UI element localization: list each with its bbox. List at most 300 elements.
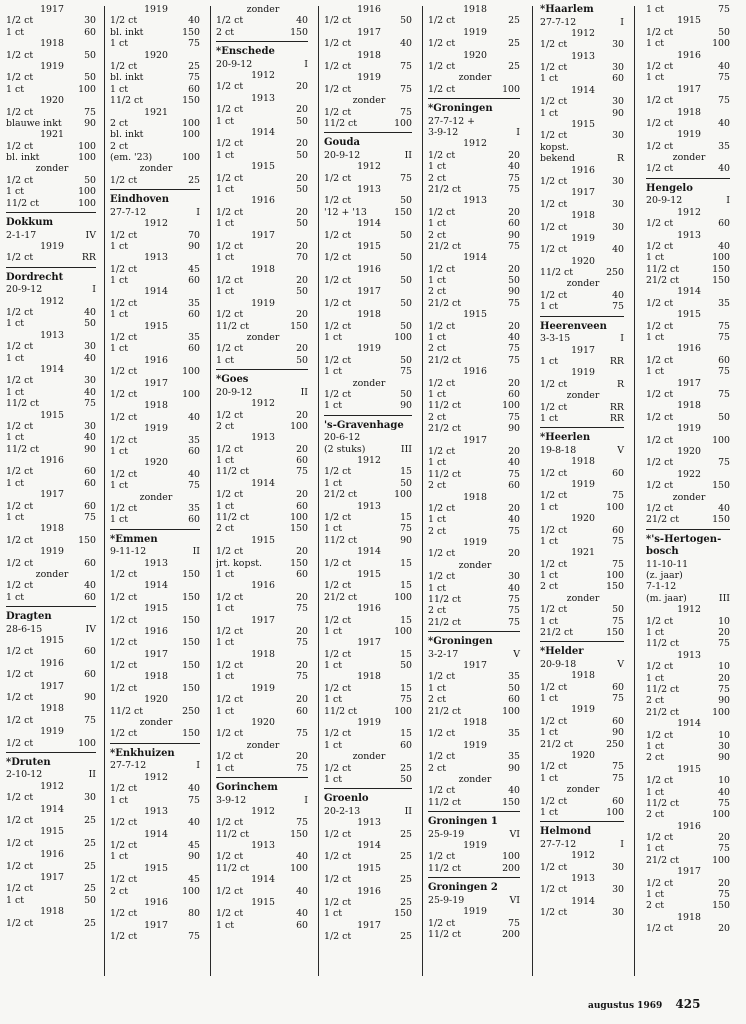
catalog-line	[216, 275, 310, 286]
item-value: 150	[394, 908, 412, 920]
item-value: V	[513, 648, 520, 660]
year-heading	[540, 165, 626, 176]
catalog-line	[428, 264, 522, 275]
item-value: 60	[612, 524, 624, 536]
year-heading	[428, 840, 522, 851]
heading-text: 1916	[357, 885, 381, 897]
catalog-line	[324, 580, 414, 591]
section-divider	[428, 628, 522, 636]
heading-text: 1920	[40, 95, 64, 107]
item-value: I	[196, 760, 200, 772]
item-label: 1/2 ct	[428, 751, 456, 763]
catalog-line	[110, 61, 202, 72]
heading-text: 1914	[144, 828, 168, 840]
item-value: 40	[508, 161, 520, 173]
year-heading	[540, 233, 626, 244]
item-label: 11/2 ct	[324, 705, 358, 717]
town-heading	[110, 748, 202, 761]
catalog-line	[646, 843, 732, 854]
item-value: 75	[718, 683, 730, 695]
item-label: 1/2 ct	[540, 289, 568, 301]
item-label: 1/2 ct	[540, 467, 568, 479]
item-label: 1 ct	[6, 83, 24, 95]
item-value: 75	[296, 603, 308, 615]
item-value: IV	[85, 229, 96, 241]
year-heading	[6, 364, 98, 375]
heading-text: 1917	[357, 286, 381, 298]
item-label: 1 ct	[428, 275, 446, 287]
catalog-line	[216, 286, 310, 297]
item-value: 30	[508, 571, 520, 583]
item-label: 1/2 ct	[324, 682, 352, 694]
heading-text: 1917	[40, 680, 64, 692]
item-label: 1/2 ct	[110, 263, 138, 275]
heading-text: 1919	[463, 840, 487, 852]
catalog-line	[646, 741, 732, 752]
item-label: 1/2 ct	[324, 15, 352, 27]
heading-text: 1914	[251, 874, 275, 886]
item-label: 1 ct	[324, 694, 342, 706]
item-label: 1/2 ct	[216, 275, 244, 287]
year-heading	[428, 717, 522, 728]
catalog-line	[428, 116, 522, 127]
catalog-line	[646, 627, 732, 638]
year-heading	[540, 850, 626, 861]
item-label: 1/2 ct	[110, 728, 138, 740]
catalog-line	[216, 603, 310, 614]
item-label: 1/2 ct	[646, 163, 674, 175]
catalog-line	[110, 366, 202, 377]
catalog-line	[6, 501, 98, 512]
heading-text: 1914	[144, 286, 168, 298]
year-heading	[324, 717, 414, 728]
heading-text: 1917	[144, 377, 168, 389]
heading-text: zonder	[352, 377, 386, 389]
item-label: 27-7-12	[110, 760, 147, 772]
item-label: 1/2 ct	[428, 502, 456, 514]
catalog-line	[428, 469, 522, 480]
item-label: 1/2 ct	[6, 837, 34, 849]
catalog-line	[216, 355, 310, 366]
year-heading	[428, 366, 522, 377]
item-value: 25	[508, 60, 520, 72]
year-heading	[540, 704, 626, 715]
zonder-note	[540, 784, 626, 795]
column-rule	[318, 6, 319, 976]
catalog-line	[110, 343, 202, 354]
year-heading	[540, 28, 626, 39]
zonder-note	[428, 560, 522, 571]
year-heading	[216, 195, 310, 206]
item-label: 1/2 ct	[6, 917, 34, 929]
catalog-line	[6, 478, 98, 489]
item-value: 75	[84, 714, 96, 726]
item-label: 1/2 ct	[646, 411, 674, 423]
catalog-line	[216, 15, 310, 26]
item-value: 50	[400, 297, 412, 309]
year-heading	[324, 4, 414, 15]
item-value: 20	[718, 672, 730, 684]
item-label: 1/2 ct	[428, 571, 456, 583]
catalog-line	[428, 503, 522, 514]
town-heading	[324, 420, 414, 433]
item-value: 100	[290, 420, 308, 432]
heading-text: 1922	[677, 468, 701, 480]
catalog-line	[646, 889, 732, 900]
item-value: 50	[296, 115, 308, 127]
year-heading	[428, 740, 522, 751]
item-label: 1/2 ct	[216, 81, 244, 93]
item-value: I	[196, 206, 200, 218]
item-label: 1/2 ct	[646, 140, 674, 152]
year-heading	[110, 4, 202, 15]
zonder-note	[110, 163, 202, 174]
item-label: 1 ct	[646, 672, 664, 684]
year-heading	[216, 806, 310, 817]
year-heading	[324, 603, 414, 614]
item-value: 150	[182, 591, 200, 603]
item-value: 100	[606, 501, 624, 513]
heading-text: Helmond	[540, 826, 592, 838]
item-value: 100	[78, 152, 96, 164]
catalog-line	[428, 207, 522, 218]
item-value: 50	[400, 354, 412, 366]
catalog-line	[540, 761, 626, 772]
item-label: 1 ct	[540, 73, 558, 85]
catalog-line	[646, 332, 732, 343]
item-label: 1/2 ct	[646, 457, 674, 469]
catalog-line	[646, 241, 732, 252]
catalog-line	[428, 127, 522, 138]
item-label: 1/2 ct	[216, 206, 244, 218]
catalog-line	[428, 929, 522, 940]
year-heading	[428, 537, 522, 548]
year-heading	[324, 886, 414, 897]
item-value: 90	[400, 400, 412, 412]
item-value: III	[718, 592, 730, 604]
item-label: 1/2 ct	[540, 490, 568, 502]
catalog-line	[540, 333, 626, 344]
item-value: 40	[400, 38, 412, 50]
year-heading	[324, 546, 414, 557]
item-label: 1 ct	[324, 332, 342, 344]
catalog-line	[428, 571, 522, 582]
catalog-line	[324, 694, 414, 705]
catalog-line	[110, 412, 202, 423]
item-label: 1 ct	[428, 514, 446, 526]
zonder-note	[110, 717, 202, 728]
heading-text: 1920	[144, 694, 168, 706]
item-value: 45	[188, 874, 200, 886]
item-label: 25-9-19	[428, 894, 465, 906]
item-value: 75	[508, 240, 520, 252]
item-value: 40	[508, 785, 520, 797]
zonder-note	[216, 332, 310, 343]
catalog-line	[110, 760, 202, 771]
catalog-line	[324, 535, 414, 546]
year-heading	[6, 826, 98, 837]
year-heading	[110, 829, 202, 840]
item-value: 15	[400, 512, 412, 524]
town-heading	[540, 826, 626, 839]
item-label: 1 ct	[110, 309, 128, 321]
town-heading	[540, 432, 626, 445]
catalog-line	[646, 321, 732, 332]
zonder-note	[646, 492, 732, 503]
year-heading	[216, 649, 310, 660]
heading-text: 1913	[251, 432, 275, 444]
item-value: 25	[400, 897, 412, 909]
heading-text: 1913	[251, 840, 275, 852]
item-label: 1/2 ct	[646, 117, 674, 129]
footer-date: augustus 1969	[588, 1001, 663, 1011]
item-label: 20-6-12	[324, 432, 361, 444]
year-heading	[216, 535, 310, 546]
zonder-note	[646, 152, 732, 163]
item-label: 1 ct	[216, 671, 234, 683]
catalog-line	[646, 264, 732, 275]
heading-text: 1916	[251, 195, 275, 207]
catalog-line	[216, 626, 310, 637]
item-value: 150	[182, 728, 200, 740]
item-value: 40	[718, 240, 730, 252]
item-label: 1/2 ct	[6, 737, 34, 749]
catalog-line	[324, 275, 414, 286]
item-label: 1/2 ct	[428, 83, 456, 95]
item-label: 21/2 ct	[428, 240, 462, 252]
catalog-line	[428, 150, 522, 161]
catalog-line	[216, 410, 310, 421]
item-value: 40	[718, 117, 730, 129]
catalog-line	[216, 309, 310, 320]
item-value: 40	[188, 411, 200, 423]
heading-text: 1916	[144, 354, 168, 366]
zonder-note	[324, 95, 414, 106]
item-label: 1/2 ct	[216, 409, 244, 421]
catalog-line	[646, 252, 732, 263]
item-value: 75	[400, 172, 412, 184]
item-label: 27-7-12	[540, 16, 577, 28]
catalog-line	[428, 683, 522, 694]
item-value: 15	[400, 682, 412, 694]
item-label: 11/2 ct	[216, 320, 250, 332]
item-value: 25	[400, 851, 412, 863]
item-label: 1 ct	[6, 894, 24, 906]
item-value: 25	[400, 828, 412, 840]
item-label: 1 ct	[324, 739, 342, 751]
catalog-line	[428, 343, 522, 354]
item-value: I	[620, 333, 624, 345]
item-label: 1/2 ct	[6, 252, 34, 264]
catalog-line	[428, 895, 522, 906]
item-label: 11/2 ct	[110, 95, 144, 107]
item-label: 1 ct	[324, 660, 342, 672]
heading-text: 1912	[677, 206, 701, 218]
item-label: 1 ct	[324, 400, 342, 412]
item-label: 1/2 ct	[324, 728, 352, 740]
item-label: 1/2 ct	[6, 375, 34, 387]
item-value: 20	[296, 343, 308, 355]
heading-text: *Enkhuizen	[110, 747, 175, 759]
item-label: 1 ct	[6, 432, 24, 444]
item-value: 20	[296, 81, 308, 93]
item-label: 11/2 ct	[216, 828, 250, 840]
item-label: 20-2-13	[324, 805, 361, 817]
item-value: 25	[508, 15, 520, 27]
catalog-line	[428, 84, 522, 95]
catalog-line	[324, 763, 414, 774]
item-label: 1/2 ct	[646, 729, 674, 741]
item-value: 75	[612, 490, 624, 502]
year-heading	[110, 218, 202, 229]
zonder-note	[216, 740, 310, 751]
year-heading	[6, 61, 98, 72]
item-label: 1/2 ct	[110, 502, 138, 514]
item-label: 1/2 ct	[110, 817, 138, 829]
heading-text: 1915	[144, 320, 168, 332]
item-label: 27-7-12	[540, 838, 577, 850]
item-value: 150	[712, 480, 730, 492]
heading-text: 1916	[357, 603, 381, 615]
item-value: 60	[508, 694, 520, 706]
item-value: 75	[400, 83, 412, 95]
town-heading	[216, 46, 310, 59]
heading-text: 1917	[40, 4, 64, 15]
item-label: 21/2 ct	[540, 738, 574, 750]
catalog-line	[540, 142, 626, 153]
item-label: 1/2 ct	[540, 761, 568, 773]
item-label: 1/2 ct	[646, 832, 674, 844]
item-label: kopst.	[540, 141, 569, 153]
catalog-line	[540, 379, 626, 390]
heading-text: 1919	[357, 72, 381, 84]
catalog-line	[540, 267, 626, 278]
catalog-line	[646, 570, 732, 581]
catalog-line	[216, 116, 310, 127]
item-value: 250	[606, 738, 624, 750]
heading-text: Groenlo	[324, 793, 369, 805]
item-value: 20	[296, 104, 308, 116]
item-label: 11/2 ct	[646, 683, 680, 695]
item-value: 100	[606, 570, 624, 582]
catalog-line	[428, 671, 522, 682]
item-label: '12 + '13	[324, 206, 367, 218]
item-value: 90	[84, 443, 96, 455]
item-value: 100	[502, 705, 520, 717]
item-label: 11/2 ct	[216, 862, 250, 874]
item-label: 1/2 ct	[324, 38, 352, 50]
year-heading	[646, 912, 732, 923]
item-label: 2 ct	[540, 581, 558, 593]
item-label: 1 ct	[216, 455, 234, 467]
heading-text: 1913	[144, 557, 168, 569]
catalog-line	[324, 806, 414, 817]
year-heading	[324, 264, 414, 275]
town-heading	[540, 321, 626, 334]
year-heading	[6, 781, 98, 792]
heading-text: 1915	[251, 161, 275, 173]
item-value: 150	[606, 581, 624, 593]
item-value: 75	[508, 605, 520, 617]
item-label: 2 ct	[428, 762, 446, 774]
year-heading	[428, 492, 522, 503]
catalog-line	[6, 592, 98, 603]
item-label: 1/2 ct	[646, 502, 674, 514]
heading-text: *Groningen	[428, 636, 493, 648]
town-heading	[324, 137, 414, 150]
item-label: 1/2 ct	[540, 221, 568, 233]
catalog-line	[646, 775, 732, 786]
year-heading	[646, 469, 732, 480]
item-label: 1/2 ct	[540, 681, 568, 693]
column-rule	[634, 6, 635, 976]
item-value: 40	[188, 783, 200, 795]
item-value: 75	[718, 332, 730, 344]
item-value: 150	[712, 900, 730, 912]
item-value: 90	[400, 534, 412, 546]
item-label: bl. inkt	[110, 129, 144, 141]
heading-text: zonder	[139, 491, 173, 503]
heading-text: 1917	[144, 919, 168, 931]
item-value: 60	[508, 218, 520, 230]
year-heading	[428, 660, 522, 671]
item-value: 60	[84, 26, 96, 38]
year-heading	[216, 298, 310, 309]
item-value: 40	[296, 885, 308, 897]
catalog-line	[540, 290, 626, 301]
section-divider	[6, 749, 98, 757]
catalog-line	[324, 706, 414, 717]
item-label: 11/2 ct	[428, 468, 462, 480]
heading-text: 1919	[463, 906, 487, 918]
item-value: 80	[188, 908, 200, 920]
year-heading	[540, 513, 626, 524]
catalog-line	[216, 886, 310, 897]
item-value: 75	[508, 411, 520, 423]
catalog-line	[6, 535, 98, 546]
heading-text: 1914	[571, 895, 595, 907]
year-heading	[540, 479, 626, 490]
item-label: 1/2 ct	[216, 728, 244, 740]
catalog-line	[216, 81, 310, 92]
section-divider	[216, 774, 310, 782]
item-value: 60	[296, 455, 308, 467]
year-heading	[216, 683, 310, 694]
catalog-line	[646, 798, 732, 809]
year-heading	[540, 119, 626, 130]
item-value: 75	[188, 794, 200, 806]
heading-text: 1917	[571, 344, 595, 356]
item-value: 90	[188, 851, 200, 863]
heading-text: 1914	[463, 252, 487, 264]
heading-text: zonder	[566, 592, 600, 604]
item-value: 40	[188, 817, 200, 829]
item-label: 21/2 ct	[428, 297, 462, 309]
item-label: 1/2 ct	[216, 908, 244, 920]
item-label: 2 ct	[110, 885, 128, 897]
catalog-line	[646, 695, 732, 706]
zonder-note	[428, 774, 522, 785]
catalog-line	[6, 398, 98, 409]
heading-text: Dragten	[6, 611, 52, 623]
item-label: 1 ct	[216, 252, 234, 264]
catalog-line	[324, 592, 414, 603]
column-rule	[104, 6, 105, 976]
town-heading	[646, 183, 732, 196]
year-heading	[324, 637, 414, 648]
year-heading	[6, 410, 98, 421]
column-3	[216, 4, 310, 979]
